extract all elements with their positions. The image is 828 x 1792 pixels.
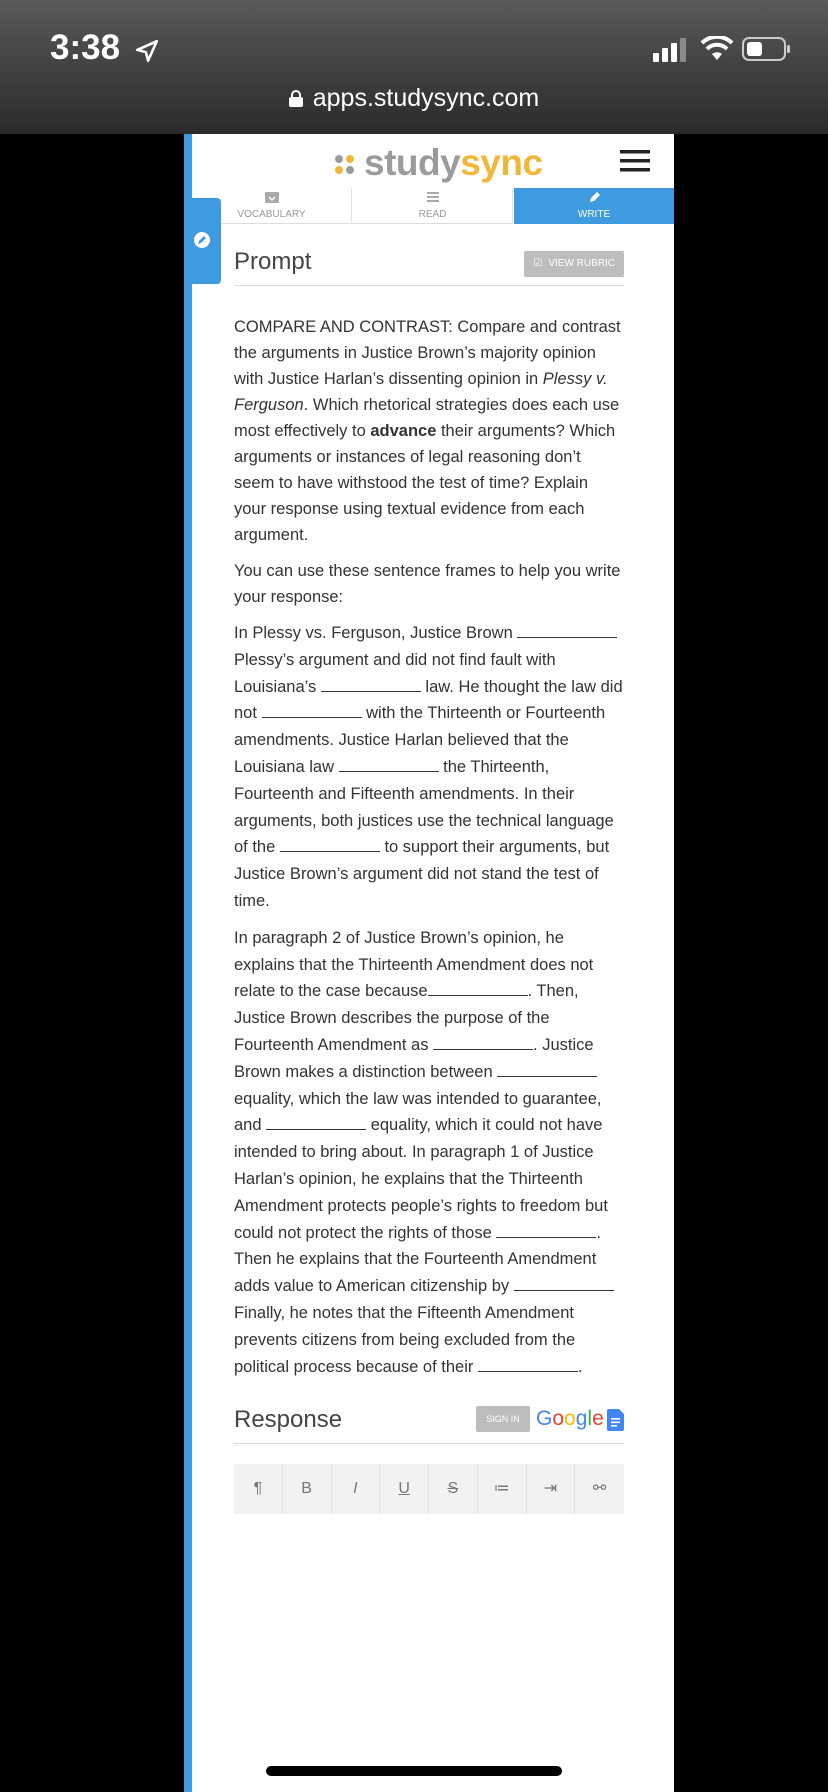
write-panel bbox=[234, 234, 624, 1514]
google-docs-icon[interactable] bbox=[607, 1409, 624, 1431]
indent-icon[interactable]: ⇥ bbox=[527, 1464, 576, 1514]
frame-text: equality, which it could not have intended to bring about. In paragraph 1 of Justice Harlan’s opinion, he explains that the Thirteenth Amendment protects people’s rights to freedom but could not protect the rights of those bbox=[234, 1116, 608, 1242]
frame-text: In paragraph 2 of Justice Brown’s opinion, he explains that the Thirteenth Amendment does not relate to the case because bbox=[234, 928, 594, 1001]
battery-icon bbox=[742, 37, 792, 61]
location-arrow-icon bbox=[134, 38, 160, 64]
frame-text: Finally, he notes that the Fifteenth Amendment prevents citizens from being excluded from the political process because of their bbox=[234, 1303, 576, 1376]
frame-text: In Plessy vs. Ferguson, Justice Brown bbox=[234, 624, 518, 642]
prompt-text-part: . Which rhetorical strategies does each use most effectively to bbox=[234, 396, 620, 440]
underline-icon[interactable]: U bbox=[380, 1464, 429, 1514]
prompt-header bbox=[234, 234, 624, 286]
tab-read[interactable] bbox=[353, 188, 513, 224]
frame-text: . Then he explains that the Fourteenth Amendment adds value to American citizenship by bbox=[234, 1223, 601, 1296]
url-text: apps.studysync.com bbox=[312, 84, 540, 112]
blank-line bbox=[262, 704, 362, 718]
pencil-icon bbox=[586, 190, 602, 204]
lock-icon bbox=[289, 90, 303, 107]
paragraph-icon[interactable]: ¶ bbox=[234, 1464, 283, 1514]
google-letter: g bbox=[575, 1407, 588, 1431]
studysync-logo[interactable] bbox=[364, 142, 543, 184]
view-rubric-button[interactable] bbox=[524, 251, 624, 277]
logo-text-study: study bbox=[364, 142, 461, 183]
blank-line bbox=[280, 838, 380, 852]
status-time: 3:38 bbox=[50, 28, 121, 67]
browser-chrome bbox=[0, 0, 828, 134]
blank-line bbox=[321, 678, 421, 692]
prompt-text-part: their arguments? Which arguments or instances of legal reasoning don’t seem to have withstood the test of time? Explain your response using textual evidence from each argument. bbox=[234, 422, 616, 544]
read-icon bbox=[425, 190, 441, 204]
address-bar[interactable] bbox=[0, 84, 828, 113]
google-letter: o bbox=[552, 1407, 565, 1431]
prompt-paragraph-2: You can use these sentence frames to help you write your response: bbox=[234, 562, 621, 606]
response-header bbox=[234, 1392, 624, 1444]
studysync-page bbox=[184, 134, 674, 1792]
google-logo bbox=[536, 1407, 604, 1431]
blank-line bbox=[478, 1358, 578, 1372]
tab-vocabulary-label: VOCABULARY bbox=[237, 209, 306, 220]
cellular-signal-icon bbox=[653, 38, 689, 62]
prompt-title: Prompt bbox=[234, 248, 312, 275]
view-rubric-label: VIEW RUBRIC bbox=[548, 258, 615, 269]
blank-line bbox=[339, 758, 439, 772]
logo-text-sync: sync bbox=[460, 142, 543, 183]
frame-text: . Justice Brown makes a distinction between bbox=[234, 1035, 594, 1081]
frame-text: . Then, Justice Brown describes the purpose of the Fourteenth Amendment as bbox=[234, 982, 579, 1054]
blank-line bbox=[514, 1277, 614, 1291]
blank-line bbox=[496, 1224, 596, 1238]
checkbox-icon: ☑ bbox=[533, 258, 543, 269]
tab-write-label: WRITE bbox=[577, 209, 611, 220]
google-letter: l bbox=[587, 1407, 593, 1431]
site-header bbox=[184, 134, 674, 188]
activity-tabs bbox=[192, 188, 674, 224]
italic-icon[interactable]: I bbox=[332, 1464, 381, 1514]
prompt-text-part: COMPARE AND CONTRAST: Compare and contrast the arguments in Justice Brown’s majority opinion with Justice Harlan’s dissenting opinion in bbox=[234, 318, 621, 388]
strikethrough-icon[interactable]: S bbox=[429, 1464, 478, 1514]
frame-text: equality, which the law was intended to guarantee, and bbox=[234, 1089, 602, 1135]
blank-line bbox=[517, 624, 617, 638]
sentence-frame-1 bbox=[234, 620, 624, 915]
bullet-list-icon[interactable]: ≔ bbox=[478, 1464, 527, 1514]
response-title: Response bbox=[234, 1406, 343, 1434]
google-letter: e bbox=[592, 1407, 604, 1431]
tab-write[interactable] bbox=[514, 188, 674, 224]
frame-text: to support their arguments, but Justice Brown’s argument did not stand the test of time. bbox=[234, 838, 610, 910]
left-accent-border bbox=[184, 134, 192, 1792]
case-name: Plessy v. Ferguson bbox=[234, 370, 608, 414]
prompt-paragraph-1 bbox=[234, 314, 624, 548]
frame-text: . bbox=[577, 1357, 583, 1376]
vocabulary-icon bbox=[264, 190, 280, 204]
home-indicator[interactable] bbox=[266, 1766, 562, 1776]
frame-text: the Thirteenth, Fourteenth and Fifteenth amendments. In their arguments, both justices use the technical language of the bbox=[234, 757, 614, 857]
tab-read-label: READ bbox=[418, 209, 447, 220]
google-sign-in-button[interactable]: SIGN IN bbox=[476, 1406, 530, 1432]
frame-text: law. He thought the law did not bbox=[234, 677, 623, 723]
edit-pencil-icon bbox=[193, 231, 211, 249]
prompt-text bbox=[234, 314, 624, 1380]
blank-line bbox=[266, 1116, 366, 1130]
blank-line bbox=[433, 1036, 533, 1050]
blank-line bbox=[428, 982, 528, 996]
google-letter: G bbox=[536, 1407, 553, 1431]
blank-line bbox=[497, 1063, 597, 1077]
google-letter: o bbox=[564, 1407, 576, 1431]
sentence-frame-2 bbox=[234, 925, 624, 1381]
link-icon[interactable]: ⚯ bbox=[592, 1480, 607, 1498]
wifi-icon bbox=[700, 36, 734, 62]
frame-text: with the Thirteenth or Fourteenth amendments. Justice Harlan believed that the Louisiana law bbox=[234, 704, 606, 776]
frame-text: Plessy’s argument and did not find fault with Louisiana’s bbox=[234, 650, 556, 696]
studysync-logo-icon bbox=[334, 154, 356, 176]
hamburger-menu-icon[interactable] bbox=[620, 149, 650, 173]
vocab-word[interactable]: advance bbox=[370, 422, 437, 440]
editor-toolbar bbox=[234, 1464, 624, 1514]
bold-icon[interactable]: B bbox=[283, 1464, 332, 1514]
